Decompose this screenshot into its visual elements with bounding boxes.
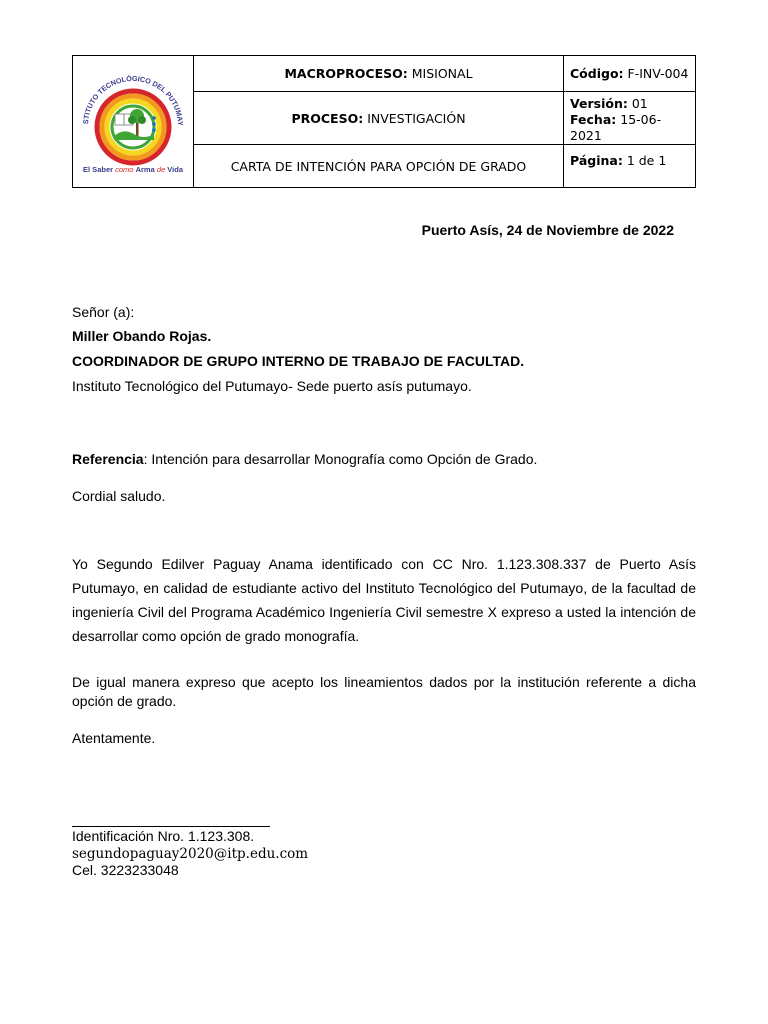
macroproceso-cell [194, 56, 564, 92]
reference-line [72, 451, 537, 467]
document-title-cell [194, 145, 564, 188]
document-title: CARTA DE INTENCIÓN PARA OPCIÓN DE GRADO [230, 158, 527, 174]
salutation-title: Señor (a): [72, 304, 135, 320]
version-value: 01 [631, 96, 648, 111]
pagina-value: 1 de 1 [626, 153, 667, 168]
signature-id: Identificación Nro. 1.123.308. [72, 828, 255, 844]
signature-line [72, 826, 270, 827]
codigo-label: Código: [570, 66, 624, 81]
proceso-value: INVESTIGACIÓN [367, 110, 466, 126]
signature-email: segundopaguay2020@itp.edu.com [72, 846, 309, 862]
recipient-name: Miller Obando Rojas. [72, 328, 212, 344]
logo-motto-3: Arma [135, 164, 155, 174]
macroproceso-value: MISIONAL [411, 66, 473, 81]
logo-arc-text: STITUTO TECNOLÓGICO DEL PUTUMAY [80, 73, 186, 126]
institute-logo [74, 64, 192, 177]
closing: Atentamente. [72, 730, 156, 746]
fecha-label: Fecha: [570, 112, 617, 127]
logo-cell [73, 56, 194, 188]
codigo-cell [564, 56, 696, 92]
macroproceso-label: MACROPROCESO: [284, 66, 408, 81]
version-label: Versión: [570, 96, 628, 111]
pagina-label: Página: [570, 153, 623, 168]
logo-motto-5: Vida [167, 164, 183, 174]
recipient-role: COORDINADOR DE GRUPO INTERNO DE TRABAJO DE FACULTAD. [72, 353, 525, 369]
fecha-value: 15-06-2021 [570, 112, 662, 143]
proceso-cell [194, 92, 564, 145]
codigo-value: F-INV-004 [627, 66, 689, 81]
document-header-table [72, 55, 696, 188]
recipient-institution: Instituto Tecnológico del Putumayo- Sede puerto asís putumayo. [72, 378, 472, 394]
version-fecha-cell [564, 92, 696, 145]
body-paragraph-2: De igual manera expreso que acepto los lineamientos dados por la institución referente a dicha opción de grado. [72, 674, 696, 709]
reference-text: : Intención para desarrollar Monografía como Opción de Grado. [143, 451, 538, 467]
place-date: Puerto Asís, 24 de Noviembre de 2022 [421, 222, 674, 238]
signature-phone: Cel. 3223233048 [72, 862, 179, 878]
greeting: Cordial saludo. [72, 488, 166, 504]
logo-motto-4: de [156, 164, 166, 174]
pagina-cell [564, 145, 696, 188]
logo-motto-1: El Saber [83, 164, 114, 174]
reference-label: Referencia [72, 451, 144, 467]
svg-text:El Saber como [83, 165, 184, 174]
proceso-label: PROCESO: [291, 110, 364, 126]
body-paragraph-1: Yo Segundo Edilver Paguay Anama identificado con CC Nro. 1.123.308.337 de Puerto Asís Putumayo, en calidad de estudiante activo del Instituto Tecnológico del Putumayo, de la facultad de ingeniería Civil del Programa Académico Ingeniería Civil semestre X expreso a usted la intención de desarrollar como opción de grado monografía. [72, 556, 696, 644]
logo-motto-2: como [115, 164, 134, 174]
